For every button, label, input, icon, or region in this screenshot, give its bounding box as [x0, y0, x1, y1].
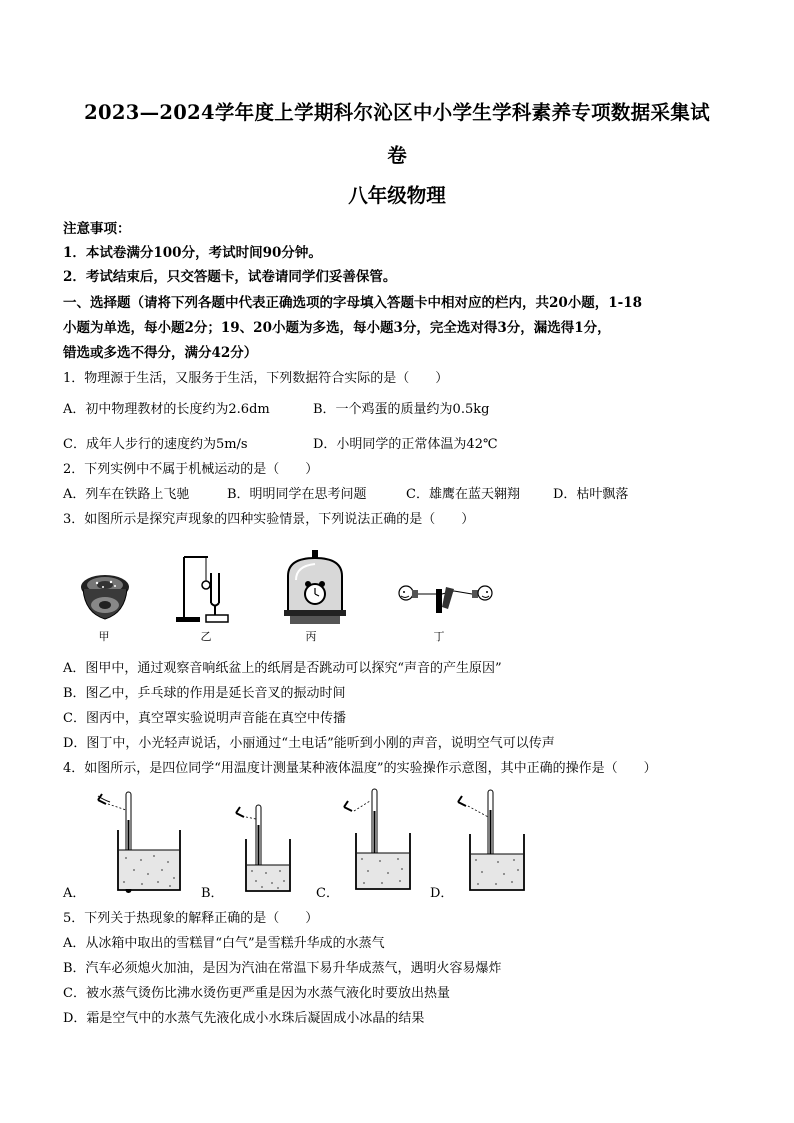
question-3-option-c: C．图丙中，真空罩实验说明声音能在真空中传播: [63, 711, 346, 726]
question-5-option-a: A．从冰箱中取出的雪糕冒“白气”是雪糕升华成的水蒸气: [63, 936, 385, 951]
question-1-option-a: A．初中物理教材的长度约为2.6dm: [63, 402, 270, 417]
note-item-1: 1．本试卷满分100分，考试时间90分钟。: [63, 245, 322, 261]
exam-title-continued: 卷: [387, 144, 407, 167]
question-4-option-c-label: C．: [316, 886, 339, 901]
question-3-option-d: D．图丁中，小光轻声说话，小丽通过“土电话”能听到小刚的声音，说明空气可以传声: [63, 736, 555, 751]
figure-caption-jia: 甲: [98, 630, 110, 643]
exam-subject: 八年级物理: [348, 184, 446, 207]
note-item-2: 2．考试结束后，只交答题卡，试卷请同学们妥善保管。: [63, 269, 397, 285]
bell-jar-figure: [282, 550, 348, 626]
question-4-option-b-label: B．: [201, 886, 224, 901]
question-4-option-a-label: A．: [63, 886, 86, 901]
question-5-option-b: B．汽车必须熄火加油，是因为汽油在常温下易升华成蒸气，遇明火容易爆炸: [63, 961, 502, 976]
notes-heading: 注意事项：: [63, 221, 131, 237]
thermometer-beaker-c: [340, 787, 412, 893]
section-instructions-line-1: 一、选择题（请将下列各题中代表正确选项的字母填入答题卡中相对应的栏内，共20小题，1-18: [63, 295, 643, 311]
thermometer-beaker-a: [96, 790, 182, 894]
question-4-stem: 4．如图所示，是四位同学“用温度计测量某种液体温度”的实验操作示意图，其中正确的操作是（ ）: [63, 761, 657, 776]
section-instructions-line-2: 小题为单选，每小题2分；19、20小题为多选，每小题3分，完全选对得3分，漏选得1分，: [63, 320, 611, 336]
thermometer-beaker-b: [232, 805, 292, 895]
question-1-option-b: B．一个鸡蛋的质量约为0.5kg: [313, 402, 490, 417]
question-5-option-c: C．被水蒸气烫伤比沸水烫伤更严重是因为水蒸气液化时要放出热量: [63, 986, 450, 1001]
string-telephone-figure: [396, 583, 496, 615]
exam-title: 2023—2024学年度上学期科尔沁区中小学生学科素养专项数据采集试: [84, 101, 710, 124]
question-3-option-a: A．图甲中，通过观察音响纸盆上的纸屑是否跳动可以探究“声音的产生原因”: [63, 661, 502, 676]
question-2-option-c: C．雄鹰在蓝天翱翔: [406, 487, 520, 502]
question-5-stem: 5．下列关于热现象的解释正确的是（ ）: [63, 911, 319, 926]
question-5-option-d: D．霜是空气中的水蒸气先液化成小水珠后凝固成小冰晶的结果: [63, 1011, 425, 1026]
question-2-stem: 2．下列实例中不属于机械运动的是（ ）: [63, 462, 319, 477]
question-1-option-d: D．小明同学的正常体温为42℃: [313, 437, 498, 452]
thermometer-beaker-d: [454, 788, 526, 894]
figure-caption-bing: 丙: [305, 630, 317, 643]
figure-caption-ding: 丁: [433, 630, 445, 643]
tuning-fork-figure: [176, 553, 236, 628]
question-3-stem: 3．如图所示是探究声现象的四种实验情景，下列说法正确的是（ ）: [63, 512, 475, 527]
question-1-stem: 1．物理源于生活，又服务于生活，下列数据符合实际的是（ ）: [63, 371, 449, 386]
question-2-option-b: B．明明同学在思考问题: [227, 487, 367, 502]
question-2-option-a: A．列车在铁路上飞驰: [63, 487, 190, 502]
section-instructions-line-3: 错选或多选不得分，满分42分）: [63, 345, 258, 361]
speaker-figure: [75, 565, 135, 625]
figure-caption-yi: 乙: [200, 630, 212, 643]
question-4-option-d-label: D．: [430, 886, 454, 901]
question-1-option-c: C．成年人步行的速度约为5m/s: [63, 437, 248, 452]
question-2-option-d: D．枯叶飘落: [553, 487, 629, 502]
question-3-option-b: B．图乙中，乒乓球的作用是延长音叉的振动时间: [63, 686, 346, 701]
